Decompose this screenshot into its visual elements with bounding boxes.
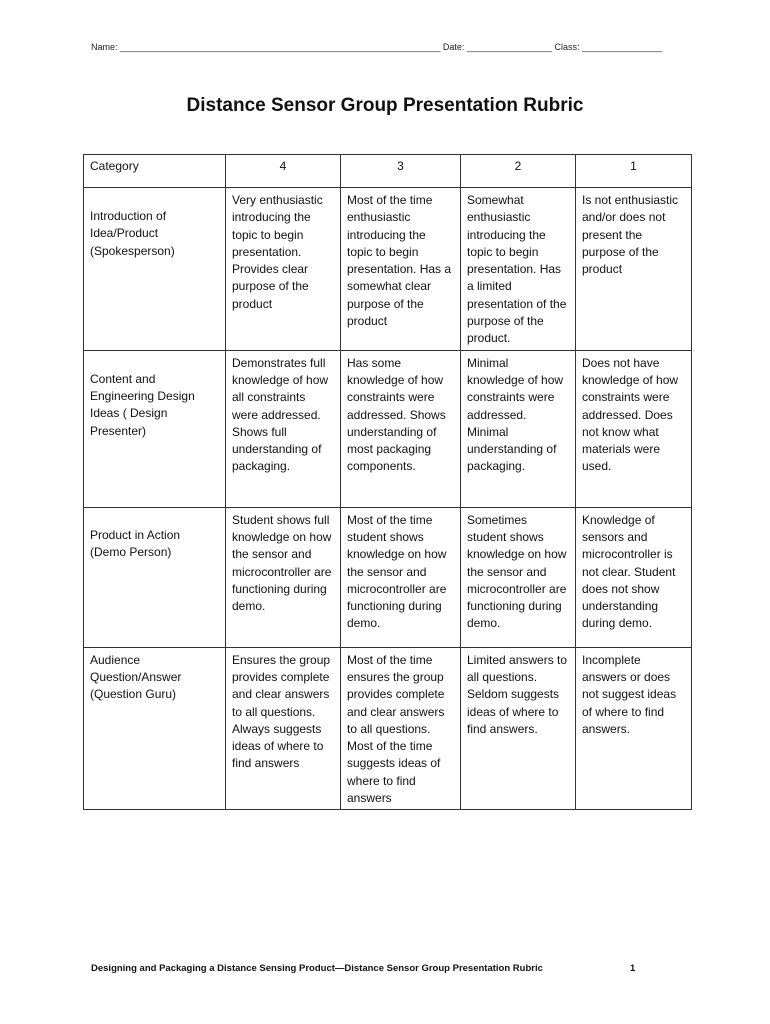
- class-blank[interactable]: ________________: [579, 42, 663, 52]
- score-cell: Somewhat enthusiastic introducing the topic to begin presentation. Has a limited presentation of the purpose of the product.: [461, 188, 576, 351]
- name-label: Name:: [91, 42, 118, 52]
- table-row: [84, 350, 692, 507]
- score-cell: Very enthusiastic introducing the topic to begin presentation. Provides clear purpose of the product: [226, 188, 341, 351]
- score-cell: Most of the time enthusiastic introducing the topic to begin presentation. Has a somewhat clear purpose of the product: [341, 188, 461, 351]
- rubric-table: [83, 154, 692, 810]
- page-title: Distance Sensor Group Presentation Rubric: [186, 95, 584, 116]
- student-info-line: [91, 42, 691, 52]
- row-category: Audience Question/Answer (Question Guru): [84, 647, 226, 810]
- score-cell: Sometimes student shows knowledge on how the sensor and microcontroller are functioning during demo.: [461, 507, 576, 647]
- date-label: Date:: [442, 42, 465, 52]
- header-score-4: 4: [226, 155, 341, 188]
- table-row: [84, 507, 692, 647]
- score-cell: Demonstrates full knowledge of how all constraints were addressed. Shows full understanding of packaging.: [226, 350, 341, 507]
- table-row: [84, 647, 692, 810]
- score-cell: Most of the time student shows knowledge on how the sensor and microcontroller are functioning during demo.: [341, 507, 461, 647]
- score-cell: Limited answers to all questions. Seldom suggests ideas of where to find answers.: [461, 647, 576, 810]
- page-number: 1: [630, 963, 636, 974]
- score-cell: Does not have knowledge of how constraints were addressed. Does not know what materials were used.: [576, 350, 692, 507]
- score-cell: Most of the time ensures the group provides complete and clear answers to all questions. Most of the time suggests ideas of where to find answers: [341, 647, 461, 810]
- score-cell: Student shows full knowledge on how the sensor and microcontroller are functioning during demo.: [226, 507, 341, 647]
- row-category: Content and Engineering Design Ideas ( Design Presenter): [84, 350, 226, 507]
- row-category: Introduction of Idea/Product (Spokesperson): [84, 188, 226, 351]
- header-category: Category: [84, 155, 226, 188]
- row-category: Product in Action (Demo Person): [84, 507, 226, 647]
- date-blank[interactable]: _________________: [464, 42, 555, 52]
- score-cell: Knowledge of sensors and microcontroller is not clear. Student does not show understanding during demo.: [576, 507, 692, 647]
- table-row: [84, 188, 692, 351]
- score-cell: Has some knowledge of how constraints were addressed. Shows understanding of most packaging components.: [341, 350, 461, 507]
- header-score-1: 1: [576, 155, 692, 188]
- footer-text: Designing and Packaging a Distance Sensing Product—Distance Sensor Group Presentation Rubric: [91, 963, 543, 974]
- header-score-3: 3: [341, 155, 461, 188]
- name-blank[interactable]: ________________________________________________________________: [117, 42, 443, 52]
- class-label: Class:: [554, 42, 580, 52]
- score-cell: Incomplete answers or does not suggest ideas of where to find answers.: [576, 647, 692, 810]
- header-row: [84, 155, 692, 188]
- header-score-2: 2: [461, 155, 576, 188]
- score-cell: Minimal knowledge of how constraints were addressed. Minimal understanding of packaging.: [461, 350, 576, 507]
- score-cell: Ensures the group provides complete and clear answers to all questions. Always suggests ideas of where to find answers: [226, 647, 341, 810]
- score-cell: Is not enthusiastic and/or does not present the purpose of the product: [576, 188, 692, 351]
